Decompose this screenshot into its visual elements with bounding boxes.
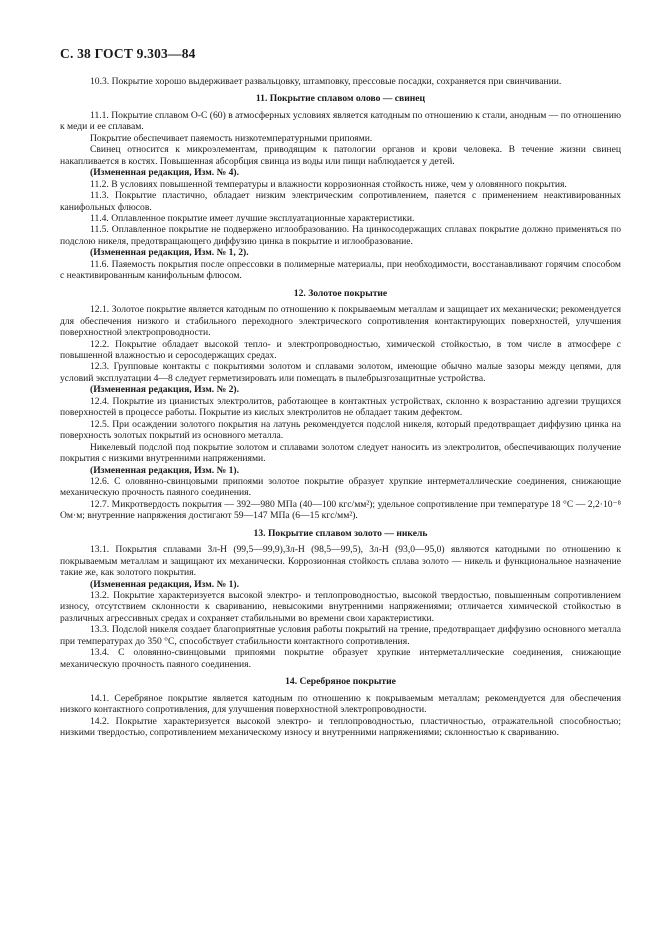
paragraph: 12.6. С оловянно-свинцовыми припоями золотое покрытие образует хрупкие интерметаллические соединения, снижающие механическую прочность паяного соединения. [60, 475, 621, 499]
section-title: 12. Золотое покрытие [293, 287, 388, 299]
paragraph: 13.1. Покрытия сплавами Зл-Н (99,5—99,9),Зл-Н (98,5—99,5), Зл-Н (93,0—95,0) являются катодными по отношению к покрываемым металлам и защищают их механически. Коррозионная стойкость сплава золото — никель и функциональное назначение такие же, как золотого покрытия. [60, 544, 621, 579]
paragraph: 10.3. Покрытие хорошо выдерживает развальцовку, штамповку, прессовые посадки, сохраняется при свинчивании. [90, 76, 562, 87]
amendment-note: (Измененная редакция, Изм. № 2). [90, 384, 240, 396]
paragraph: Свинец относится к микроэлементам, приводящим к патологии органов и крови человека. В течение жизни свинец накапливается в костях. Повышенная абсорбция свинца из воды или пищи наблюдается у детей. [60, 144, 621, 167]
paragraph: 14.2. Покрытие характеризуется высокой электро- и теплопроводностью, пластичностью, отражательной способностью; низкими твердостью, сопротивлением механическому износу и внутренними напряжениями; склонностью к свариванию. [60, 715, 621, 739]
paragraph: Покрытие обеспечивает паяемость низкотемпературными припоями. [90, 132, 373, 144]
paragraph: Никелевый подслой под покрытие золотом и сплавами золотом следует наносить из электролитов, обеспечивающих получение покрытия с низкими внутренними напряжениями. [60, 441, 621, 465]
paragraph: 14.1. Серебряное покрытие является катодным по отношению к покрываемым металлам; рекомендуется для обеспечения низкого контактного сопротивления, для улучшения поверхностной электропроводности. [60, 692, 621, 716]
paragraph: 12.1. Золотое покрытие является катодным по отношению к покрываемым металлам и защищает их механически; рекомендуется для обеспечения низкого и стабильного переходного электрического сопротивления контактирующих поверхностей, улучшения поверхностной электропроводности. [60, 304, 621, 339]
document-body [60, 76, 621, 738]
paragraph: 11.3. Покрытие пластично, обладает низким электрическим сопротивлением, паяется с применением неактивированных канифольных флюсов. [60, 190, 621, 213]
paragraph: 11.5. Оплавленное покрытие не подвержено иглообразованию. На цинкосодержащих сплавах покрытие должно применяться по подслою никеля, предотвращающего диффузию цинка в покрытие и иглообразование. [60, 224, 621, 247]
paragraph: 12.2. Покрытие обладает высокой тепло- и электропроводностью, химической стойкостью, в том числе в атмосфере с повышенной влажностью и серосодержащих средах. [60, 338, 621, 361]
amendment-note: (Измененная редакция, Изм. № 4). [90, 167, 240, 179]
paragraph: 11.1. Покрытие сплавом О-С (60) в атмосферных условиях является катодным по отношению к стали, анодным — по отношению к меди и ее сплавам. [60, 109, 621, 133]
paragraph: 12.5. При осаждении золотого покрытия на латунь рекомендуется подслой никеля, который предотвращает диффузию цинка на поверхность золотых покрытий из основного металла. [60, 418, 621, 442]
paragraph: 12.4. Покрытие из цианистых электролитов, работающее в контактных устройствах, склонно к возрастанию адгезии трущихся поверхностей в процессе работы. Покрытие из кислых электролитов не обладает таким дефектом. [60, 395, 621, 419]
paragraph: 11.6. Паяемость покрытия после опрессовки в полимерные материалы, при необходимости, восстанавливают горячим способом с неактивированным канифольным флюсом. [60, 258, 621, 282]
paragraph: 13.3. Подслой никеля создает благоприятные условия работы покрытий на трение, предотвращает диффузию основного металла при температурах до 350 °С, способствует стабильности контактного сопротивления. [60, 624, 621, 647]
amendment-note: (Измененная редакция, Изм. № 1). [90, 464, 240, 476]
paragraph: 11.4. Оплавленное покрытие имеет лучшие эксплуатационные характеристики. [90, 212, 415, 224]
section-title: 13. Покрытие сплавом золото — никель [253, 527, 428, 539]
amendment-note: (Измененная редакция, Изм. № 1). [90, 578, 240, 590]
paragraph: 13.2. Покрытие характеризуется высокой электро- и теплопроводностью, высокой твердостью, повышенным сопротивлением износу, отсутствием склонности к свариванию, невысокими внутренними напряжениями; отличается химической стойкостью в различных агрессивных средах и сохраняет стабильными во времени свои характеристики. [60, 590, 621, 624]
paragraph: 13.4. С оловянно-свинцовыми припоями покрытие образует хрупкие интерметаллические соединения, снижающие механическую прочность паяного соединения. [60, 647, 621, 670]
section-title: 14. Серебряное покрытие [285, 676, 396, 688]
paragraph: 12.7. Микротвердость покрытия — 392—980 МПа (40—100 кгс/мм²); удельное сопротивление при температуре 18 °С — 2,2·10⁻⁸ Ом·м; внутренние напряжения достигают 59—147 МПа (6—15 кгс/мм²). [60, 498, 621, 522]
section-title: 11. Покрытие сплавом олово — свинец [255, 93, 426, 105]
paragraph: 11.2. В условиях повышенной температуры и влажности коррозионная стойкость ниже, чем у оловянного покрытия. [90, 178, 567, 190]
page-header: С. 38 ГОСТ 9.303—84 [60, 46, 196, 61]
paragraph: 12.3. Групповые контакты с покрытиями золотом и сплавами золотом, имеющие обычно малые зазоры между цепями, для условий эксплуатации 4—8 следует герметизировать или помещать в пылебрызгозащитные устройства. [60, 361, 621, 384]
amendment-note: (Измененная редакция, Изм. № 1, 2). [90, 247, 249, 259]
